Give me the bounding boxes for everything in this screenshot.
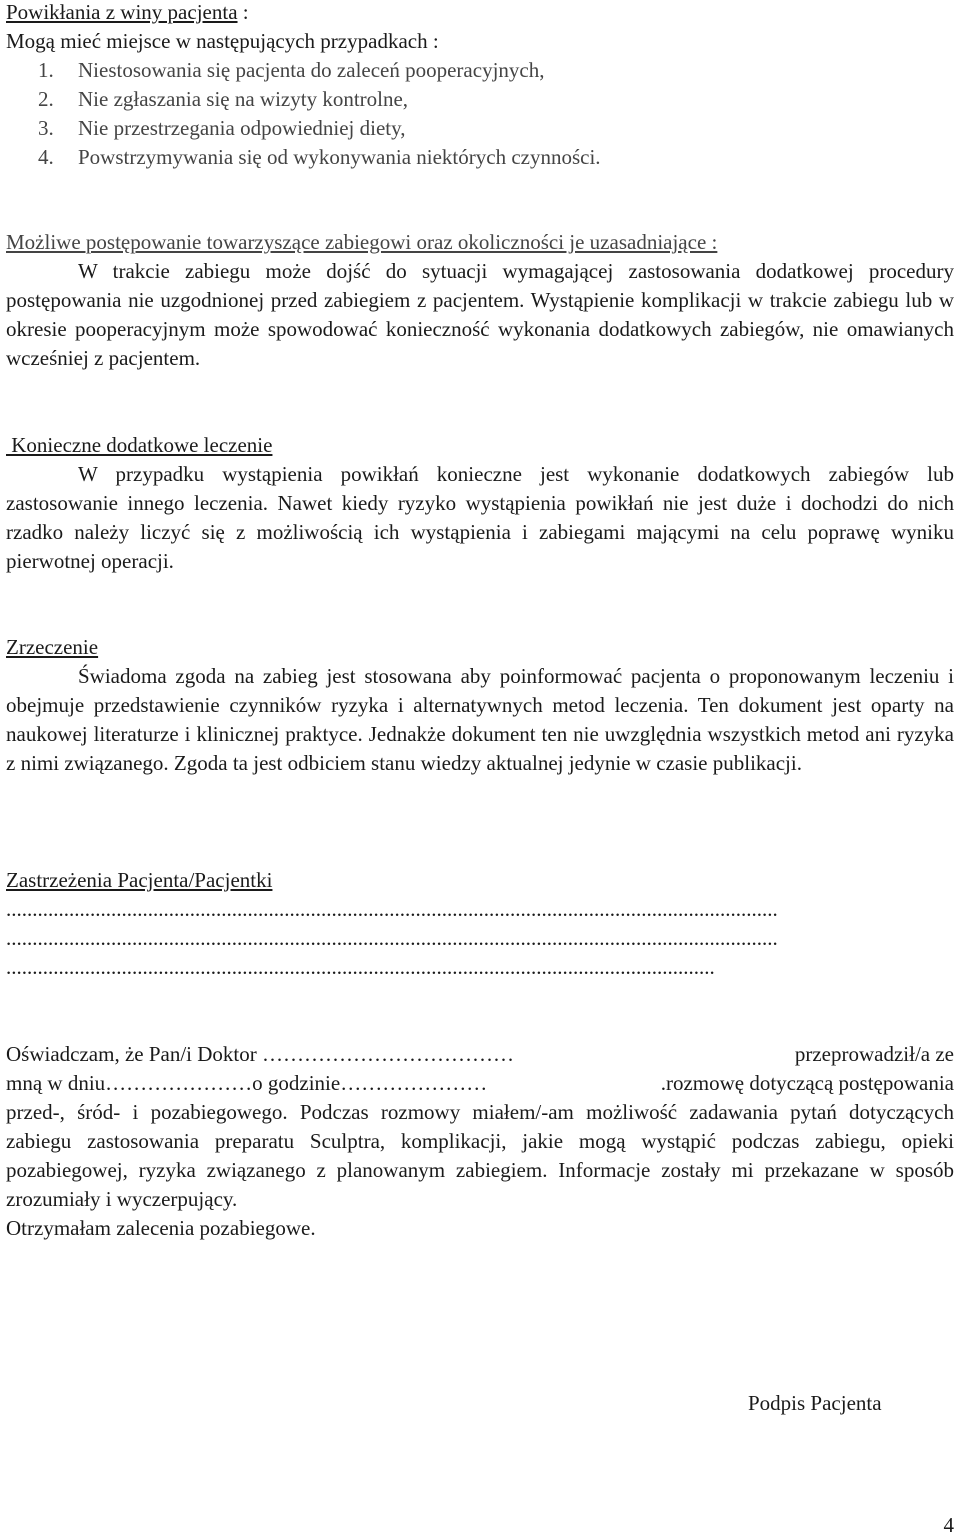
- page-number: 4: [943, 1513, 954, 1537]
- patient-reservations-section: [6, 866, 954, 982]
- list-item: [6, 56, 954, 85]
- signature-label: Podpis Pacjenta: [748, 1391, 882, 1415]
- list-item: [6, 143, 954, 172]
- complications-intro: Mogą mieć miejsce w następujących przypadkach :: [6, 29, 439, 53]
- list-item: [6, 85, 954, 114]
- patient-reservations-heading: Zastrzeżenia Pacjenta/Pacjentki: [6, 868, 273, 892]
- declaration-body: przed-, śród- i pozabiegowego. Podczas rozmowy miałem/-am możliwość zadawania pytań dotyczących zabiegu zastosowania preparatu Sculptra, komplikacji, jakie mogą wystąpić podczas zabiegu, opieki pozabiegowej, ryzyka związanego z planowanym zabiegiem. Informacje zostały mi przekazane w sposób zrozumiały i wyczerpujący.: [6, 1100, 954, 1211]
- declaration-section: [6, 1040, 954, 1243]
- complications-section: [6, 0, 954, 172]
- list-item-text: Nie zgłaszania się na wizyty kontrolne,: [78, 87, 409, 111]
- list-item: [6, 114, 954, 143]
- list-item-number: 2.: [38, 87, 54, 111]
- declaration-line2-end: .rozmowę dotyczącą postępowania: [660, 1071, 954, 1095]
- procedure-body: W trakcie zabiegu może dojść do sytuacji wymagającej zastosowania dodatkowej procedury postępowania nie uzgodnionej przed zabiegiem z pacjentem. Wystąpienie komplikacji w trakcie zabiegu lub w okresie pooperacyjnym może spowodować konieczność wykonania dodatkowych zabiegów, nie omawianych wcześniej z pacjentem.: [6, 259, 954, 370]
- list-item-number: 3.: [38, 116, 54, 140]
- time-field[interactable]: …………………: [340, 1071, 488, 1095]
- declaration-received: Otrzymałam zalecenia pozabiegowe.: [6, 1216, 316, 1240]
- procedure-section: [6, 228, 954, 373]
- complications-heading-line: [6, 0, 954, 27]
- reservations-dot-line[interactable]: ...................................................................................................................................................: [6, 926, 778, 950]
- list-item-text: Niestosowania się pacjenta do zaleceń pooperacyjnych,: [78, 58, 545, 82]
- declaration-line1-start: Oświadczam, że Pan/i Doktor: [6, 1042, 263, 1066]
- procedure-heading: Możliwe postępowanie towarzyszące zabiegowi oraz okoliczności je uzasadniające :: [6, 230, 718, 254]
- complications-list: [6, 56, 954, 172]
- list-item-text: Powstrzymywania się od wykonywania niektórych czynności.: [78, 145, 601, 169]
- declaration-line-2: [6, 1069, 954, 1098]
- waiver-body: Świadoma zgoda na zabieg jest stosowana aby poinformować pacjenta o proponowanym leczeniu i obejmuje przedstawienie czynników ryzyka i alternatywnych metod leczenia. Ten dokument jest oparty na naukowej literaturze i klinicznej praktyce. Jednakże dokument ten nie uwzględnia wszystkich metod ani ryzyka z nimi związanego. Zgoda ta jest odbiciem stanu wiedzy aktualnej jedynie w czasie publikacji.: [6, 664, 954, 775]
- list-item-number: 1.: [38, 58, 54, 82]
- waiver-heading: Zrzeczenie: [6, 635, 99, 659]
- reservations-dot-line[interactable]: ...................................................................................................................................................: [6, 897, 778, 921]
- complications-heading: Powikłania z winy pacjenta: [6, 0, 238, 24]
- additional-treatment-section: [6, 431, 954, 576]
- complications-heading-suffix: :: [237, 0, 249, 24]
- additional-treatment-body: W przypadku wystąpienia powikłań konieczne jest wykonanie dodatkowych zabiegów lub zastosowanie innego leczenia. Nawet kiedy ryzyko wystąpienia powikłań nie jest duże i dochodzi do nich rzadko należy liczyć się z możliwością ich wystąpienia i zabiegami mającymi na celu poprawę wyniku pierwotnej operacji.: [6, 462, 954, 573]
- list-item-number: 4.: [38, 145, 54, 169]
- list-item-text: Nie przestrzegania odpowiedniej diety,: [78, 116, 406, 140]
- declaration-line1-text: [6, 1040, 514, 1069]
- date-label: mną w dniu: [6, 1071, 106, 1095]
- declaration-line2-start: [6, 1069, 487, 1098]
- additional-treatment-heading: Konieczne dodatkowe leczenie: [6, 433, 273, 457]
- declaration-line-1: [6, 1040, 954, 1069]
- doctor-name-field[interactable]: ………………………………: [262, 1042, 515, 1066]
- waiver-section: [6, 633, 954, 778]
- reservations-dot-line[interactable]: .......................................................................................................................................: [6, 955, 715, 979]
- date-field[interactable]: …………………: [105, 1071, 253, 1095]
- declaration-line1-end: przeprowadził/a ze: [794, 1042, 954, 1066]
- time-label: o godzinie: [252, 1071, 341, 1095]
